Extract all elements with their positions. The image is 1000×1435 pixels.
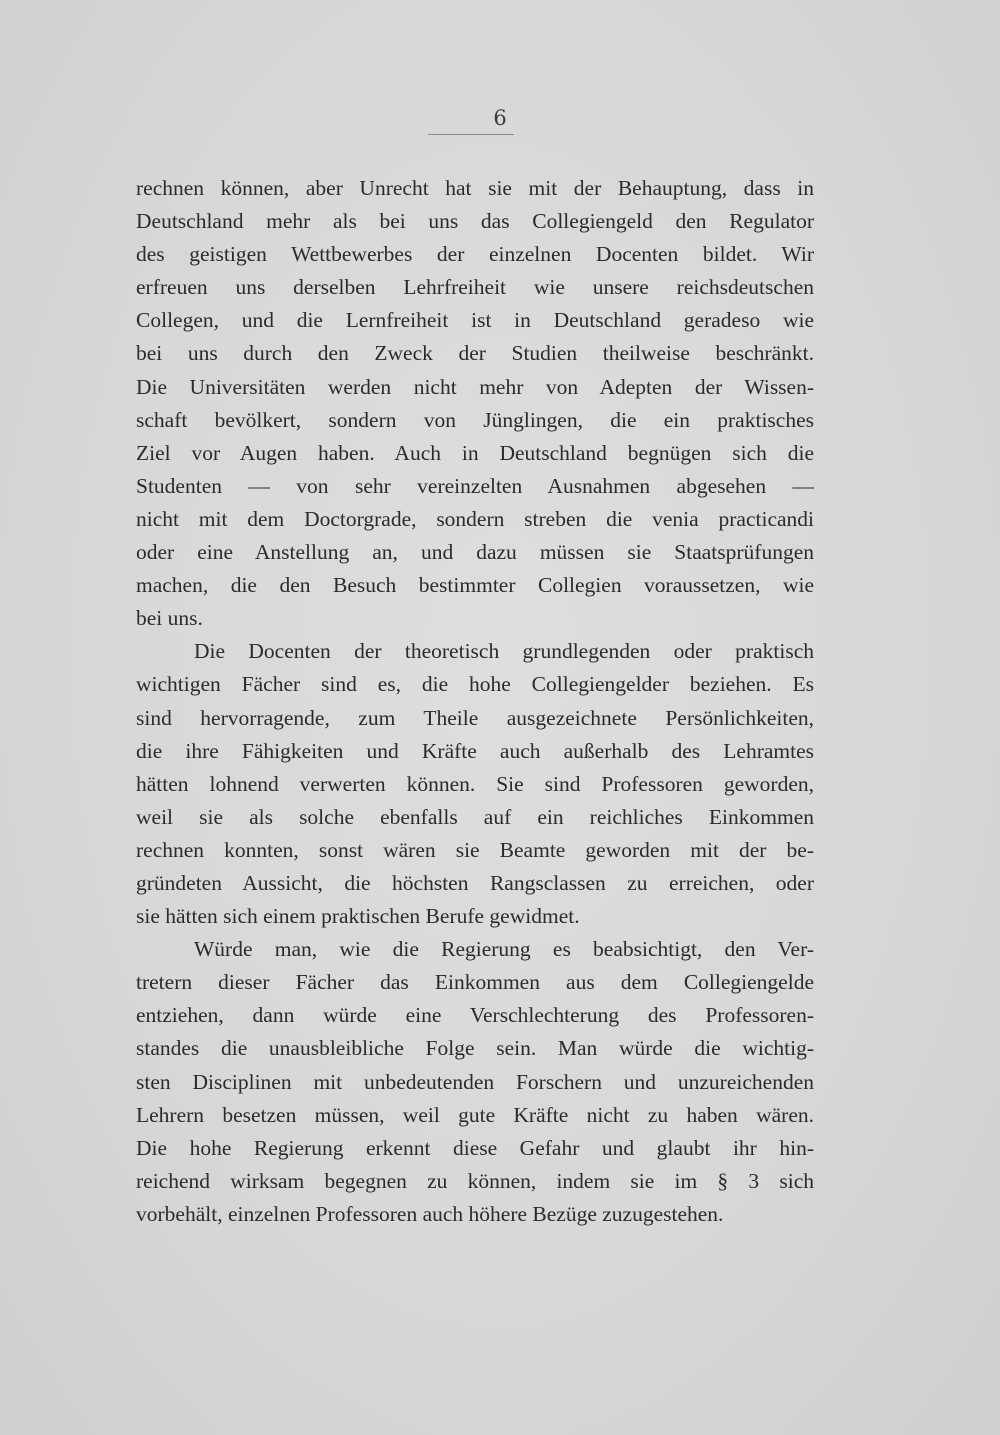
text-line: standes die unausbleibliche Folge sein. Man würde die wichtig- [136, 1036, 814, 1061]
text-line: machen, die den Besuch bestimmter Collegien voraussetzen, wie [136, 573, 814, 598]
text-line: rechnen können, aber Unrecht hat sie mit der Behauptung, dass in [136, 176, 814, 200]
text-line: erfreuen uns derselben Lehrfreiheit wie unsere reichsdeutschen [136, 275, 814, 300]
text-line: sie hätten sich einem praktischen Berufe gewidmet. [136, 904, 580, 929]
text-line: oder eine Anstellung an, und dazu müssen sie Staatsprüfungen [136, 540, 814, 565]
text-line: nicht mit dem Doctorgrade, sondern streben die venia practicandi [136, 506, 814, 531]
text-line: schaft bevölkert, sondern von Jünglingen, die ein praktisches [136, 407, 814, 432]
text-line: hätten lohnend verwerten können. Sie sind Professoren geworden, [136, 771, 814, 796]
text-line: die ihre Fähigkeiten und Kräfte auch außerhalb des Lehramtes [136, 738, 814, 763]
text-line: reichend wirksam begegnen zu können, indem sie im § 3 sich [136, 1168, 814, 1193]
text-line: Die hohe Regierung erkennt diese Gefahr und glaubt ihr hin- [136, 1135, 814, 1160]
text-line: sten Disciplinen mit unbedeutenden Forschern und unzureichenden [136, 1069, 814, 1094]
text-line: Die Universitäten werden nicht mehr von Adepten der Wissen- [136, 374, 814, 399]
text-line: tretern dieser Fächer das Einkommen aus dem Collegiengelde [136, 970, 814, 995]
text-line: bei uns durch den Zweck der Studien theilweise beschränkt. [136, 341, 814, 366]
text-line: Lehrern besetzen müssen, weil gute Kräfte nicht zu haben wären. [136, 1102, 814, 1127]
text-line: Collegen, und die Lernfreiheit ist in Deutschland geradeso wie [136, 308, 814, 333]
text-line: gründeten Aussicht, die höchsten Rangsclassen zu erreichen, oder [136, 870, 814, 895]
text-line: weil sie als solche ebenfalls auf ein reichliches Einkommen [136, 804, 814, 829]
text-line: Würde man, wie die Regierung es beabsichtigt, den Ver- [194, 937, 814, 962]
text-line: Ziel vor Augen haben. Auch in Deutschland begnügen sich die [136, 440, 814, 465]
page-number [0, 106, 1000, 134]
text-line: rechnen konnten, sonst wären sie Beamte geworden mit der be- [136, 837, 814, 862]
text-line: Studenten — von sehr vereinzelten Ausnahmen abgesehen — [136, 473, 814, 498]
text-line: bei uns. [136, 606, 203, 631]
body-text [136, 172, 814, 1231]
text-line: vorbehält, einzelnen Professoren auch höhere Bezüge zuzugestehen. [136, 1201, 724, 1226]
header-rule [428, 134, 514, 135]
text-line: Die Docenten der theoretisch grundlegenden oder praktisch [194, 639, 814, 664]
text-line: Deutschland mehr als bei uns das Collegiengeld den Regulator [136, 209, 814, 234]
text-line: des geistigen Wettbewerbes der einzelnen Docenten bildet. Wir [136, 242, 814, 267]
text-line: wichtigen Fächer sind es, die hohe Collegiengelder beziehen. Es [136, 672, 814, 697]
page-number-text: 6 [493, 106, 507, 130]
text-line: entziehen, dann würde eine Verschlechterung des Professoren- [136, 1003, 814, 1028]
text-line: sind hervorragende, zum Theile ausgezeichnete Persönlichkeiten, [136, 705, 814, 730]
